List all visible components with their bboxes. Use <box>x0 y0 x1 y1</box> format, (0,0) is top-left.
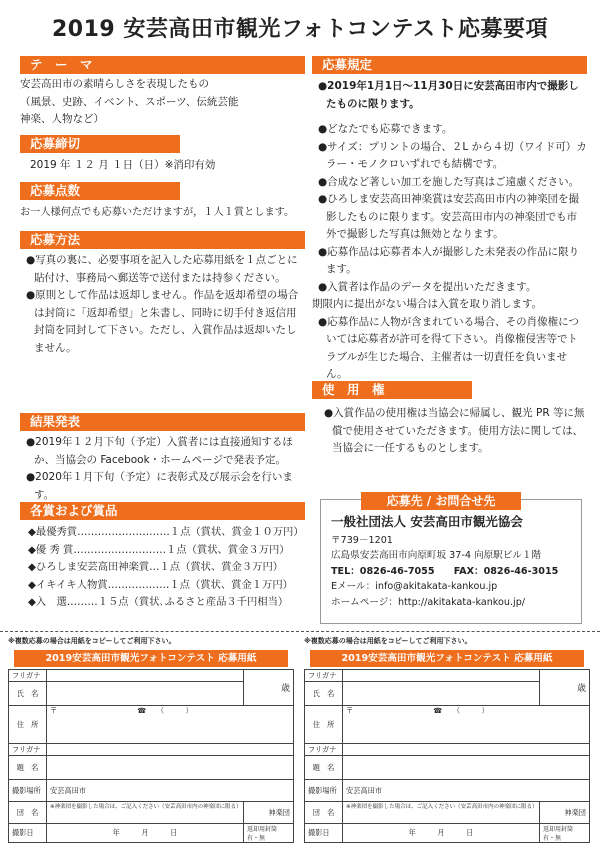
phone-mark: ☎ （ ） <box>433 706 489 715</box>
form-note: ※複数応募の場合は用紙をコピーしてご利用下さい。 <box>8 637 176 645</box>
name-field[interactable] <box>47 682 244 706</box>
contact-org: 一般社団法人 安芸高田市観光協会 <box>331 514 523 529</box>
rules-item: ●サイズ：プリントの場合、２L から４切（ワイド可）カラー・モノクロいずれでも結構です。 <box>318 140 587 170</box>
date-field[interactable]: 年 月 日 <box>343 824 540 843</box>
group-note: ※神楽団を撮影した場合は、ご記入ください（安芸高田市内の神楽団に限る） <box>343 802 540 824</box>
place-field[interactable]: 安芸高田市 <box>343 780 590 802</box>
contact-box <box>320 494 582 624</box>
usage-header: 使 用 権 <box>312 381 472 399</box>
form-table <box>304 669 590 843</box>
furigana-label: フリガナ <box>9 670 47 682</box>
furigana-field[interactable] <box>47 670 244 682</box>
method-section <box>20 231 305 357</box>
furigana-field[interactable] <box>343 670 540 682</box>
form-title: 2019安芸高田市観光フォトコンテスト 応募用紙 <box>310 650 584 667</box>
count-section <box>20 182 305 222</box>
deadline-header: 応募締切 <box>20 135 180 153</box>
address-label: 住 所 <box>9 706 47 744</box>
contact-address: 広島県安芸高田市向原町坂 37-4 向原駅ビル１階 <box>331 550 542 561</box>
rules-item: ●合成など著しい加工を施した写真はご遠慮ください。 <box>318 175 580 188</box>
rules-item: ●応募作品に人物が含まれている場合、その肖像権については応募者が許可を得て下さい。肖像権侵害等でトラブルが生じた場合、主催者は一切責任を負いません。 <box>318 315 579 380</box>
form-title: 2019安芸高田市観光フォトコンテスト 応募用紙 <box>14 650 288 667</box>
furigana-label: フリガナ <box>305 670 343 682</box>
rules-section <box>312 56 587 384</box>
address-label: 住 所 <box>305 706 343 744</box>
title-furigana-field[interactable] <box>47 744 294 756</box>
prize-item: ◆最優秀賞………………………１点（賞状、賞金１０万円） <box>28 526 304 538</box>
usage-text: ●入賞作品の使用権は当協会に帰属し、観光 PR 等に無償で使用させていただきます。使用方法に関しては、当協会に一任するものとします。 <box>324 407 585 454</box>
group-suffix[interactable]: 神楽団 <box>540 802 590 824</box>
group-label: 団 名 <box>9 802 47 824</box>
results-item: ●2020年１月下旬（予定）に表彰式及び展示会を行います。 <box>26 471 293 501</box>
place-field[interactable]: 安芸高田市 <box>47 780 294 802</box>
name-field[interactable] <box>343 682 540 706</box>
prize-item: ◆ひろしま安芸高田神楽賞…１点（賞状、賞金３万円） <box>28 561 284 574</box>
group-suffix[interactable]: 神楽団 <box>244 802 294 824</box>
theme-header: テ ー マ <box>20 56 305 74</box>
contact-web[interactable]: ホームページ：http://akitakata-kankou.jp/ <box>331 596 526 608</box>
contact-postal: 〒739－1201 <box>331 534 393 546</box>
prize-item: ◆入 選………１５点（賞状､ふるさと産品３千円相当） <box>28 596 289 609</box>
theme-line: （風景、史跡、イベント、スポーツ、伝統芸能 <box>20 95 239 108</box>
usage-section <box>312 381 587 458</box>
contact-email[interactable]: Eメール：info@akitakata-kankou.jp <box>331 581 498 592</box>
results-section <box>20 413 305 504</box>
rules-item: 期限内に提出がない場合は入賞を取り消します。 <box>312 298 543 310</box>
furigana-label: フリガナ <box>305 744 343 756</box>
title-field[interactable] <box>47 756 294 780</box>
theme-text <box>20 76 305 129</box>
method-header: 応募方法 <box>20 231 305 249</box>
page-title: 2019 安芸高田市観光フォトコンテスト応募要項 <box>51 17 549 42</box>
prizes-header: 各賞および賞品 <box>20 502 305 520</box>
name-label: 氏 名 <box>305 682 343 706</box>
group-label: 団 名 <box>305 802 343 824</box>
prizes-section <box>20 502 305 612</box>
rules-header: 応募規定 <box>312 56 587 74</box>
theme-line: 神楽、人物など） <box>20 113 104 125</box>
title-label: 題 名 <box>305 756 343 780</box>
age-field[interactable]: 歳 <box>540 670 590 706</box>
return-field[interactable]: 返却用封筒 有・無 <box>244 824 294 843</box>
name-label: 氏 名 <box>9 682 47 706</box>
rules-item: ●応募作品は応募者本人が撮影した未発表の作品に限ります。 <box>318 245 580 275</box>
prize-item: ◆優 秀 賞………………………１点（賞状、賞金３万円） <box>28 543 290 556</box>
deadline-section <box>20 135 305 175</box>
count-text: お一人様何点でも応募いただけますが，１人１賞とします。 <box>20 207 295 218</box>
furigana-label: フリガナ <box>9 744 47 756</box>
entry-form-right <box>304 636 590 843</box>
rules-item: ●入賞者は作品のデータを提出いただきます。 <box>318 280 537 293</box>
cut-line <box>0 631 600 632</box>
title-label: 題 名 <box>9 756 47 780</box>
date-label: 撮影日 <box>305 824 343 843</box>
title-furigana-field[interactable] <box>343 744 590 756</box>
postal-mark: 〒 <box>346 706 354 715</box>
place-label: 撮影場所 <box>305 780 343 802</box>
count-header: 応募点数 <box>20 182 180 200</box>
title-field[interactable] <box>343 756 590 780</box>
group-note: ※神楽団を撮影した場合は、ご記入ください（安芸高田市内の神楽団に限る） <box>47 802 244 824</box>
form-table <box>8 669 294 843</box>
contact-phone: TEL：0826-46-7055 FAX：0826-46-3015 <box>331 565 559 577</box>
entry-form-left <box>8 636 294 843</box>
prize-item: ◆イキイキ人物賞………………１点（賞状、賞金１万円） <box>28 578 293 591</box>
contact-header: 応募先 / お問合せ先 <box>361 492 521 510</box>
method-item: ●原則として作品は返却しません。作品を返却希望の場合は封筒に「返却希望」と朱書し、同時に切手付き返信用封筒を同封して下さい。ただし、入賞作品は返却いたしません。 <box>26 289 299 354</box>
form-note: ※複数応募の場合は用紙をコピーしてご利用下さい。 <box>304 637 472 645</box>
rules-item: ●ひろしま安芸高田神楽賞は安芸高田市内の神楽団を撮影したものに限ります。安芸高田市内の神楽団でも市外で撮影した写真は無効となります。 <box>318 193 580 240</box>
return-field[interactable]: 返却用封筒 有・無 <box>540 824 590 843</box>
address-field[interactable] <box>343 706 590 744</box>
rules-lead: ●2019年1月1日～11月30日に安芸高田市内で撮影したものに限ります。 <box>318 80 579 110</box>
theme-line: 安芸高田市の素晴らしさを表現したもの <box>20 78 209 90</box>
results-item: ●2019年１２月下旬（予定）入賞者には直接通知するほか、当協会の Facebook・ホームページで発表予定。 <box>26 436 293 466</box>
age-field[interactable]: 歳 <box>244 670 294 706</box>
theme-section <box>20 56 305 129</box>
deadline-text: 2019 年 １２ 月 １日（日）※消印有効 <box>30 159 216 171</box>
results-header: 結果発表 <box>20 413 305 431</box>
postal-mark: 〒 <box>50 706 58 715</box>
contact-body <box>331 514 581 610</box>
address-field[interactable] <box>47 706 294 744</box>
method-item: ●写真の裏に、必要事項を記入した応募用紙を１点ごとに貼付け、事務局へ郵送等で送付または持参ください。 <box>26 254 298 284</box>
place-label: 撮影場所 <box>9 780 47 802</box>
date-label: 撮影日 <box>9 824 47 843</box>
date-field[interactable]: 年 月 日 <box>47 824 244 843</box>
phone-mark: ☎ （ ） <box>137 706 193 715</box>
rules-item: ●どなたでも応募できます。 <box>318 123 453 135</box>
